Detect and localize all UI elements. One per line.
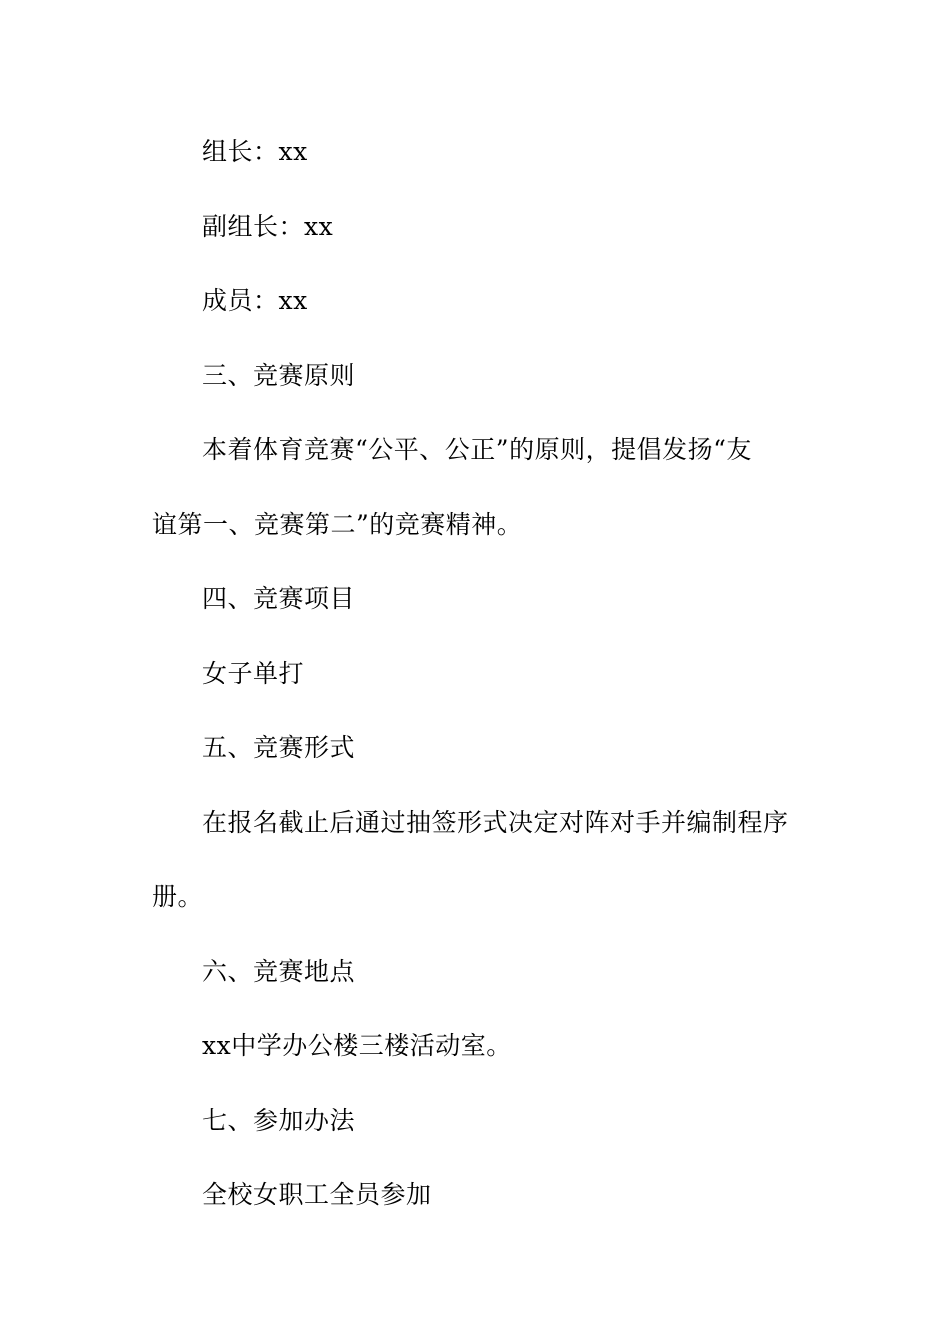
section-heading-participation: 七、参加办法	[202, 1106, 356, 1135]
section-heading-format: 五、竞赛形式	[202, 733, 356, 762]
members-line: 成员：xx	[202, 286, 308, 315]
events-paragraph: 女子单打	[202, 659, 305, 688]
deputy-leader-line: 副组长：xx	[202, 212, 334, 241]
section-heading-venue: 六、竞赛地点	[202, 957, 356, 986]
leader-line: 组长：xx	[202, 137, 308, 166]
format-paragraph-line-1: 在报名截止后通过抽签形式决定对阵对手并编制程序	[202, 808, 789, 837]
format-paragraph-line-2: 册。	[152, 882, 204, 911]
principles-paragraph-line-1: 本着体育竞赛“公平、公正”的原则，提倡发扬“友	[202, 435, 752, 464]
section-heading-events: 四、竞赛项目	[202, 584, 356, 613]
participation-paragraph: 全校女职工全员参加	[202, 1180, 432, 1209]
venue-paragraph: xx中学办公楼三楼活动室。	[202, 1031, 512, 1060]
section-heading-principles: 三、竞赛原则	[202, 361, 356, 390]
principles-paragraph-line-2: 谊第一、竞赛第二”的竞赛精神。	[152, 510, 523, 539]
